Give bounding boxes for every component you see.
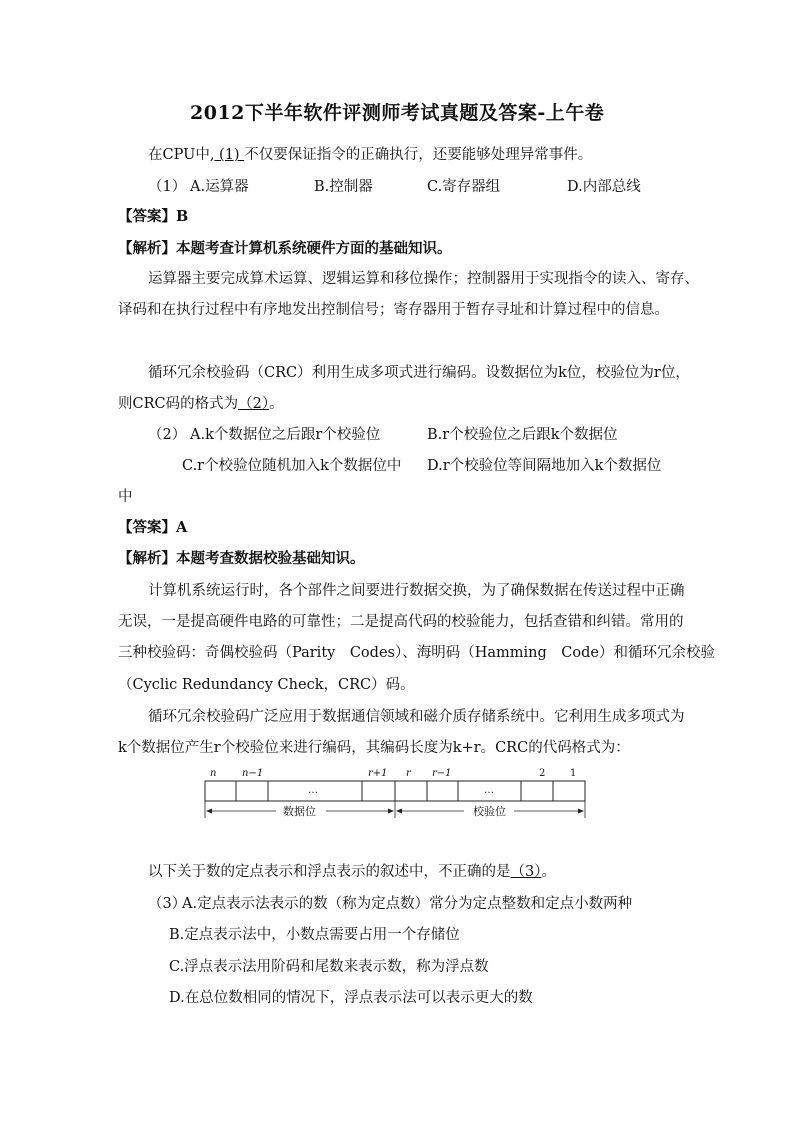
bit-label-n-minus-1: n−1 xyxy=(242,768,264,779)
question-3-option-d: D.在总位数相同的情况下，浮点表示法可以表示更大的数 xyxy=(169,990,533,1006)
question-3-option-b: B.定点表示法中，小数点需要占用一个存储位 xyxy=(169,927,460,943)
question-2-stem-pre: 则CRC码的格式为 xyxy=(118,396,239,412)
arrowhead xyxy=(206,809,212,814)
bit-label-n: n xyxy=(210,768,217,779)
bit-label-r-plus-1: r+1 xyxy=(368,768,388,779)
question-1-option-number: （1） xyxy=(148,179,187,195)
question-1-analysis-heading xyxy=(118,240,452,258)
question-1-blank: (1) xyxy=(214,147,245,163)
question-1-analysis-line-2: 译码和在执行过程中有序地发出控制信号；寄存器用于暂存寻址和计算过程中的信息。 xyxy=(118,302,669,318)
question-3-stem-pre: 以下关于数的定点表示和浮点表示的叙述中，不正确的是 xyxy=(148,864,511,880)
question-2-analysis-line-6: k个数据位产生r个校验位来进行编码，其编码长度为k+r。CRC的代码格式为： xyxy=(118,740,630,756)
question-1-option-c: C.寄存器组 xyxy=(427,179,501,195)
analysis-label: 【解析】 xyxy=(118,240,176,257)
question-2-option-number: （2） xyxy=(148,427,187,443)
check-bits-label: 校验位 xyxy=(473,805,506,818)
question-1-stem-pre: 在CPU中, xyxy=(148,147,215,163)
page-title: 2012下半年软件评测师考试真题及答案-上午卷 xyxy=(190,102,605,124)
question-2-analysis-line-5: 循环冗余校验码广泛应用于数据通信领域和磁介质存储系统中。它利用生成多项式为 xyxy=(148,709,685,725)
question-1-stem xyxy=(148,146,592,164)
question-1-option-d: D.内部总线 xyxy=(567,179,641,195)
answer-value: B xyxy=(176,208,189,225)
bit-ellipsis-check: … xyxy=(484,785,494,796)
question-1-analysis-line-1: 运算器主要完成算术运算、逻辑运算和移位操作；控制器用于实现指令的读入、寄存、 xyxy=(148,271,699,287)
analysis-label: 【解析】 xyxy=(118,550,176,567)
question-2-analysis-heading xyxy=(118,550,365,568)
question-1-answer xyxy=(118,208,188,226)
question-2-stem-line-1: 循环冗余校验码（CRC）利用生成多项式进行编码。设数据位为k位，校验位为r位， xyxy=(148,365,690,381)
question-1-stem-post: 不仅要保证指令的正确执行，还要能够处理异常事件。 xyxy=(244,147,593,163)
question-2-option-c: C.r个校验位随机加入k个数据位中 xyxy=(182,458,402,474)
arrowhead xyxy=(396,809,402,814)
crc-format-diagram xyxy=(196,760,596,826)
bit-cells xyxy=(205,781,585,801)
arrowhead xyxy=(388,809,394,814)
question-3-stem xyxy=(148,863,556,881)
question-3-option-c: C.浮点表示法用阶码和尾数来表示数，称为浮点数 xyxy=(169,959,489,975)
question-3-blank: （3） xyxy=(510,864,542,880)
question-2-analysis-line-4: （Cyclic Redundancy Check，CRC）码。 xyxy=(118,677,415,693)
question-2-option-d-wrap: 中 xyxy=(118,489,133,505)
bit-label-r: r xyxy=(406,768,411,779)
question-2-analysis-line-1: 计算机系统运行时，各个部件之间要进行数据交换，为了确保数据在传送过程中正确 xyxy=(148,583,685,599)
question-2-option-a: A.k个数据位之后跟r个校验位 xyxy=(190,427,381,443)
arrowhead xyxy=(578,809,584,814)
question-3-option-number: （3） xyxy=(148,896,187,912)
data-bits-label: 数据位 xyxy=(283,805,316,818)
question-3-option-a: A.定点表示法表示的数（称为定点数）常分为定点整数和定点小数两种 xyxy=(182,896,633,912)
question-3-stem-post: 。 xyxy=(541,864,556,880)
question-2-option-b: B.r个校验位之后跟k个数据位 xyxy=(427,427,618,443)
question-2-answer xyxy=(118,519,187,537)
analysis-title: 本题考查计算机系统硬件方面的基础知识。 xyxy=(176,240,452,257)
question-2-analysis-line-2: 无误，一是提高硬件电路的可靠性；二是提高代码的校验能力，包括查错和纠错。常用的 xyxy=(118,614,684,630)
answer-value: A xyxy=(176,519,188,536)
range-brackets xyxy=(205,801,585,818)
bit-ellipsis-data: … xyxy=(308,785,318,796)
bit-label-2: 2 xyxy=(539,768,546,779)
question-2-analysis-line-3: 三种校验码：奇偶校验码（Parity Codes）、海明码（Hamming Code）和循环冗余校验 xyxy=(118,645,715,661)
bit-label-1: 1 xyxy=(570,768,577,779)
question-2-blank: （2） xyxy=(238,396,270,412)
analysis-title: 本题考查数据校验基础知识。 xyxy=(176,550,365,567)
question-2-stem-post: 。 xyxy=(269,396,284,412)
bit-label-r-minus-1: r−1 xyxy=(432,768,452,779)
question-1-option-a: A.运算器 xyxy=(190,179,249,195)
answer-label: 【答案】 xyxy=(118,519,176,536)
question-2-stem-line-2 xyxy=(118,395,284,413)
question-1-option-b: B.控制器 xyxy=(314,179,373,195)
answer-label: 【答案】 xyxy=(118,208,176,225)
question-2-option-d: D.r个校验位等间隔地加入k个数据位 xyxy=(427,458,662,474)
